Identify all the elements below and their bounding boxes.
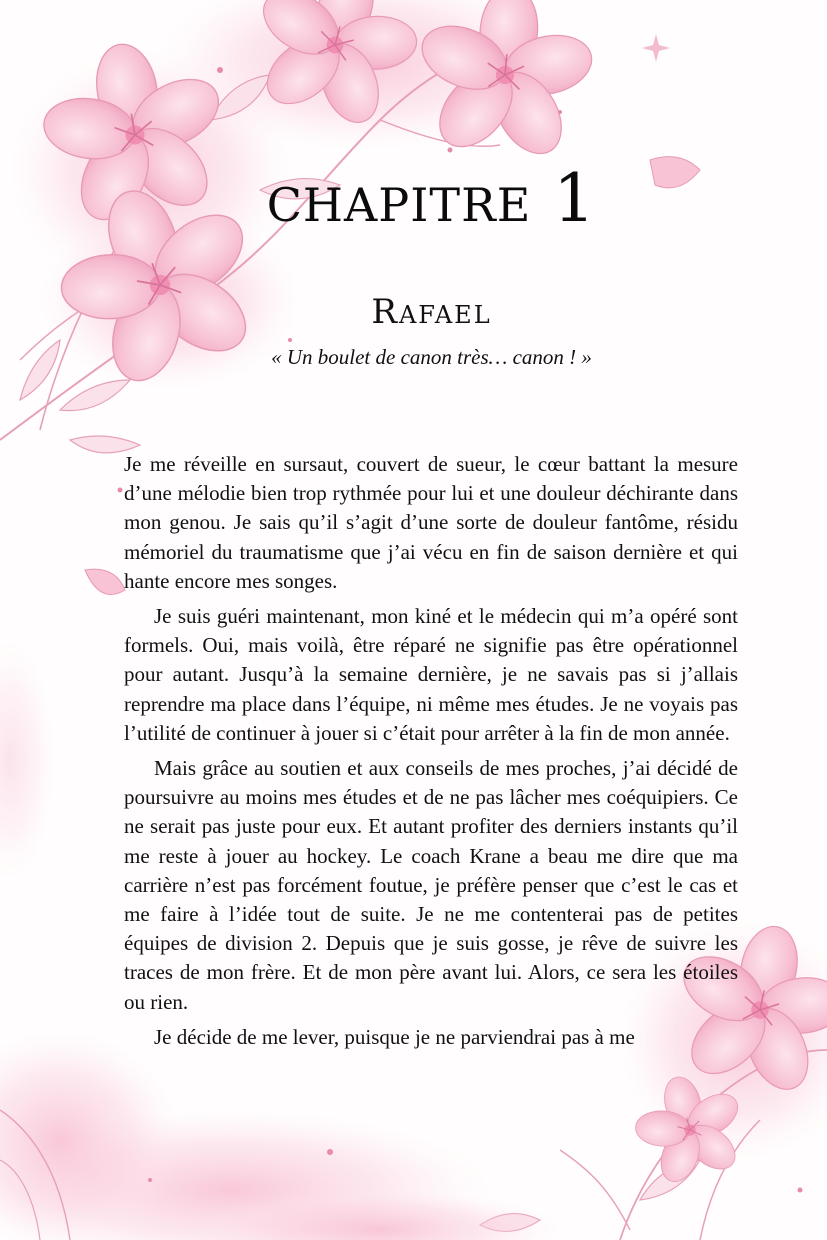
- paragraph: Je décide de me lever, puisque je ne parviendrai pas à me: [154, 1024, 635, 1049]
- paragraph: Je suis guéri maintenant, mon kiné et le médecin qui m’a opéré sont formels. Oui, mais voilà, être réparé ne signifie pas être opérationnel pour autant. Jusqu’à la semaine dernière, je ne savais pas si j’allais reprendre ma place dans l’équipe, ni même mes études. Je ne voyais pas l’utilité de continuer à jouer si c’était pour arrêter à la fin de mon année.: [124, 604, 738, 745]
- chapter-title: chapitre 1: [266, 160, 597, 237]
- epigraph: « Un boulet de canon très… canon ! »: [271, 345, 592, 369]
- sparkle-icon: [642, 34, 670, 62]
- narrator-name: Rafael: [371, 292, 492, 332]
- paragraph: Je me réveille en sursaut, couvert de sueur, le cœur battant la mesure d’une mélodie bien trop rythmée pour lui et une douleur déchirante dans mon genou. Je sais qu’il s’agit d’une sorte de douleur fantôme, résidu mémoriel du traumatisme que j’ai vécu en fin de saison dernière et qui hante encore mes songes.: [124, 452, 738, 593]
- cherry-blossom-left: [0, 640, 55, 880]
- paragraph: Mais grâce au soutien et aux conseils de mes proches, j’ai décidé de poursuivre au moins mes études et de ne pas lâcher mes coéquipiers. Ce ne serait pas juste pour eux. Et autant profiter des derniers instants qu’il me reste à jouer au hockey. Le coach Krane a beau me dire que ma carrière n’est pas forcément foutue, je préfère penser que c’est le cas et me faire à l’idée tout de suite. Je ne me contenterai pas de petites équipes de division 2. Depuis que je suis gosse, je rêve de suivre les traces de mon frère. Et de mon père avant lui. Alors, ce sera les étoiles ou rien.: [124, 756, 738, 1014]
- watercolor-wash-bottom: [0, 1030, 560, 1240]
- chapter-body: [124, 450, 738, 1058]
